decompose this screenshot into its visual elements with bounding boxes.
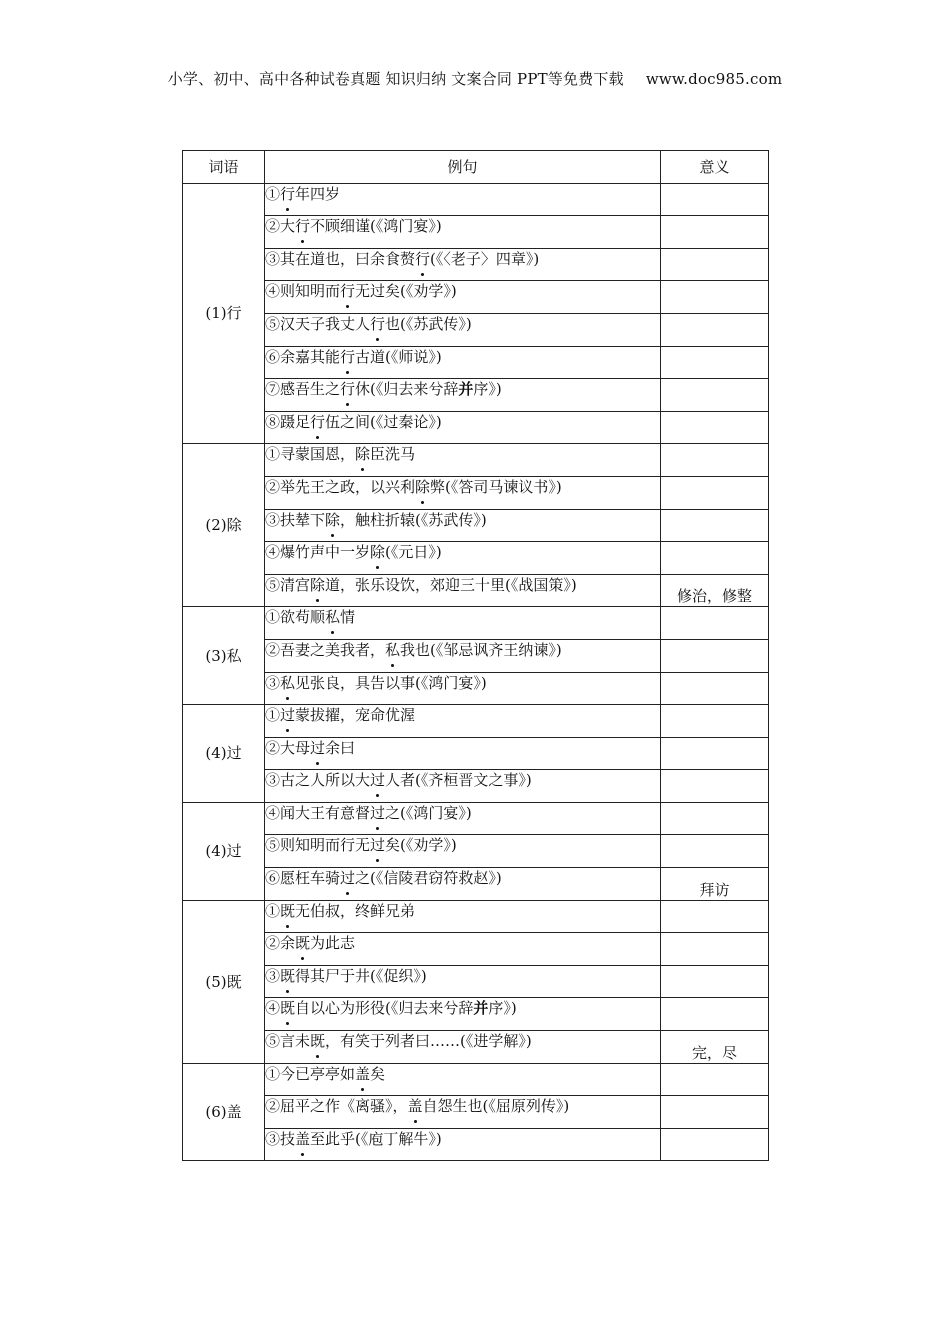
table-row <box>183 346 769 379</box>
meaning-cell[interactable] <box>661 183 769 216</box>
meaning-cell[interactable] <box>661 607 769 640</box>
table-row <box>183 933 769 966</box>
table-row <box>183 542 769 575</box>
emphasized-character: 行 <box>340 380 356 399</box>
emphasized-character: 私 <box>325 608 341 627</box>
example-sentence-cell <box>265 574 661 607</box>
sentence-prefix: ②余 <box>265 934 296 953</box>
sentence-suffix-2: 序》) <box>473 380 502 399</box>
table-row <box>183 574 769 607</box>
sentence-suffix: 情 <box>340 608 356 627</box>
meaning-cell[interactable] <box>661 1096 769 1129</box>
meaning-cell[interactable] <box>661 1128 769 1161</box>
example-sentence-cell <box>265 379 661 412</box>
header-meaning: 意义 <box>661 151 769 184</box>
emphasized-character: 既 <box>295 934 311 953</box>
sentence-suffix: 无伯叔，终鲜兄弟 <box>295 901 416 920</box>
sentence-prefix: ⑦感吾生之 <box>265 380 341 399</box>
emphasized-character: 除 <box>370 543 386 562</box>
table-row <box>183 998 769 1031</box>
example-sentence-cell <box>265 672 661 705</box>
table-row <box>183 1128 769 1161</box>
example-sentence-cell <box>265 444 661 477</box>
sentence-prefix: ⑤汉天子我丈人 <box>265 314 371 333</box>
sentence-suffix: 年四岁 <box>295 184 341 203</box>
table-row <box>183 444 769 477</box>
sentence-suffix: 为此志 <box>310 934 356 953</box>
table-row <box>183 1096 769 1129</box>
example-sentence-cell <box>265 607 661 640</box>
sentence-suffix: 矣(《劝学》) <box>385 836 457 855</box>
meaning-cell[interactable]: 完，尽 <box>661 1031 769 1064</box>
sentence-prefix: ④ <box>265 999 281 1018</box>
emphasized-character: 除 <box>325 510 341 529</box>
emphasized-character: 既 <box>280 966 296 985</box>
table-row <box>183 868 769 901</box>
example-sentence-cell <box>265 346 661 379</box>
sentence-prefix: ① <box>265 706 281 725</box>
word-cell: (1)行 <box>183 183 265 444</box>
emphasized-character: 既 <box>310 1032 326 1051</box>
sentence-suffix: 得其尸于井(《促织》) <box>295 966 427 985</box>
emphasized-character: 行 <box>280 184 296 203</box>
bing-character: 并 <box>458 380 474 399</box>
sentence-prefix: ②吾妻之美我者， <box>265 640 386 659</box>
meaning-cell[interactable] <box>661 509 769 542</box>
meaning-cell[interactable] <box>661 444 769 477</box>
example-sentence-cell <box>265 216 661 249</box>
sentence-suffix: 见张良，具告以事(《鸿门宴》) <box>295 673 487 692</box>
sentence-suffix: 不顾细谨(《鸿门宴》) <box>310 217 442 236</box>
sentence-prefix: ①欲苟顺 <box>265 608 326 627</box>
table-row <box>183 672 769 705</box>
emphasized-character: 过 <box>370 836 386 855</box>
meaning-cell[interactable] <box>661 1063 769 1096</box>
example-sentence-cell <box>265 281 661 314</box>
emphasized-character: 盖 <box>355 1064 371 1083</box>
word-cell: (5)既 <box>183 900 265 1063</box>
example-sentence-cell <box>265 868 661 901</box>
meaning-cell[interactable] <box>661 998 769 1031</box>
example-sentence-cell <box>265 248 661 281</box>
meaning-cell[interactable] <box>661 281 769 314</box>
sentence-prefix: ①寻蒙国恩， <box>265 445 356 464</box>
sentence-suffix: 矣 <box>370 1064 386 1083</box>
sentence-suffix: 伍之间(《过秦论》) <box>325 412 442 431</box>
meaning-cell[interactable] <box>661 346 769 379</box>
meaning-cell[interactable] <box>661 542 769 575</box>
table-row <box>183 835 769 868</box>
sentence-prefix: ④则知明而 <box>265 282 341 301</box>
table-row <box>183 607 769 640</box>
bing-character: 并 <box>473 999 489 1018</box>
table-body <box>183 183 769 1161</box>
meaning-cell[interactable] <box>661 802 769 835</box>
example-sentence-cell <box>265 900 661 933</box>
meaning-cell[interactable] <box>661 835 769 868</box>
example-sentence-cell <box>265 998 661 1031</box>
example-sentence-cell <box>265 802 661 835</box>
emphasized-character: 既 <box>280 999 296 1018</box>
example-sentence-cell <box>265 1031 661 1064</box>
sentence-prefix: ②大母 <box>265 738 311 757</box>
example-sentence-cell <box>265 1096 661 1129</box>
sentence-suffix-2: 序》) <box>488 999 517 1018</box>
table-row <box>183 281 769 314</box>
sentence-suffix: 至此乎(《庖丁解牛》) <box>310 1129 442 1148</box>
example-sentence-cell <box>265 639 661 672</box>
emphasized-character: 过 <box>340 869 356 888</box>
example-sentence-cell <box>265 770 661 803</box>
example-sentence-cell <box>265 476 661 509</box>
example-sentence-cell <box>265 509 661 542</box>
sentence-prefix: ⑤言未 <box>265 1032 311 1051</box>
emphasized-character: 行 <box>340 282 356 301</box>
emphasized-character: 除 <box>355 445 371 464</box>
example-sentence-cell <box>265 835 661 868</box>
emphasized-character: 盖 <box>407 1097 423 1116</box>
emphasized-character: 既 <box>280 901 296 920</box>
table-row <box>183 1063 769 1096</box>
example-sentence-cell <box>265 542 661 575</box>
sentence-suffix: 休(《归去来兮辞 <box>355 380 459 399</box>
word-cell: (3)私 <box>183 607 265 705</box>
header-word: 词语 <box>183 151 265 184</box>
meaning-cell[interactable] <box>661 705 769 738</box>
emphasized-character: 行 <box>370 314 386 333</box>
sentence-suffix: 蒙拔擢，宠命优渥 <box>295 706 416 725</box>
sentence-suffix: 自怨生也(《屈原列传》) <box>422 1097 570 1116</box>
sentence-prefix: ⑤清宫 <box>265 575 311 594</box>
sentence-prefix: ③ <box>265 966 281 985</box>
emphasized-character: 行 <box>295 217 311 236</box>
example-sentence-cell <box>265 1128 661 1161</box>
meaning-cell[interactable]: 拜访 <box>661 868 769 901</box>
sentence-suffix: 我也(《邹忌讽齐王纳谏》) <box>400 640 562 659</box>
table-row <box>183 379 769 412</box>
example-sentence-cell <box>265 1063 661 1096</box>
example-sentence-cell <box>265 313 661 346</box>
emphasized-character: 过 <box>310 738 326 757</box>
table-row <box>183 965 769 998</box>
meaning-cell[interactable] <box>661 639 769 672</box>
table-row <box>183 248 769 281</box>
sentence-suffix: ，有笑于列者曰……(《进学解》) <box>325 1032 532 1051</box>
sentence-suffix: 之(《鸿门宴》) <box>385 803 472 822</box>
sentence-suffix: 人者(《齐桓晋文之事》) <box>385 771 532 790</box>
meaning-cell[interactable] <box>661 933 769 966</box>
word-cell: (6)盖 <box>183 1063 265 1161</box>
emphasized-character: 私 <box>385 640 401 659</box>
sentence-suffix: 之(《信陵君窃符救赵》) <box>355 869 502 888</box>
table-row <box>183 313 769 346</box>
example-sentence-cell <box>265 933 661 966</box>
meaning-cell[interactable] <box>661 248 769 281</box>
word-cell: (2)除 <box>183 444 265 607</box>
meaning-cell[interactable] <box>661 216 769 249</box>
meaning-cell[interactable]: 修治，修整 <box>661 574 769 607</box>
sentence-suffix: 臣洗马 <box>370 445 416 464</box>
sentence-suffix: 余曰 <box>325 738 356 757</box>
table-row <box>183 509 769 542</box>
sentence-suffix: 也(《苏武传》) <box>385 314 472 333</box>
vocabulary-table <box>182 150 769 1161</box>
table-row <box>183 216 769 249</box>
sentence-prefix: ⑥愿枉车骑 <box>265 869 341 888</box>
example-sentence-cell <box>265 183 661 216</box>
sentence-prefix: ⑧蹑足 <box>265 412 311 431</box>
sentence-prefix: ⑥余嘉其能 <box>265 347 341 366</box>
sentence-suffix: 无过矣(《劝学》) <box>355 282 457 301</box>
meaning-cell[interactable] <box>661 900 769 933</box>
emphasized-character: 行 <box>415 249 431 268</box>
emphasized-character: 过 <box>370 771 386 790</box>
page-header <box>0 68 950 89</box>
header-example: 例句 <box>265 151 661 184</box>
table-row <box>183 411 769 444</box>
table-row <box>183 770 769 803</box>
sentence-suffix: 古道(《师说》) <box>355 347 442 366</box>
emphasized-character: 行 <box>310 412 326 431</box>
meaning-cell[interactable] <box>661 476 769 509</box>
example-sentence-cell <box>265 411 661 444</box>
table-header-row <box>183 151 769 184</box>
emphasized-character: 除 <box>415 477 431 496</box>
meaning-cell[interactable] <box>661 313 769 346</box>
meaning-cell[interactable] <box>661 672 769 705</box>
table-row <box>183 900 769 933</box>
meaning-cell[interactable] <box>661 379 769 412</box>
sentence-prefix: ②屈平之作《离骚》， <box>265 1097 408 1116</box>
emphasized-character: 过 <box>370 803 386 822</box>
sentence-prefix: ③古之人所以大 <box>265 771 371 790</box>
sentence-prefix: ③扶辇下 <box>265 510 326 529</box>
header-text: 小学、初中、高中各种试卷真题 知识归纳 文案合同 PPT等免费下载 <box>167 70 624 88</box>
sentence-prefix: ③技 <box>265 1129 296 1148</box>
table-row <box>183 802 769 835</box>
sentence-suffix: 弊(《答司马谏议书》) <box>430 477 562 496</box>
meaning-cell[interactable] <box>661 770 769 803</box>
meaning-cell[interactable] <box>661 737 769 770</box>
table-row <box>183 183 769 216</box>
sentence-suffix: (《〈老子〉四章》) <box>430 249 540 268</box>
sentence-prefix: ① <box>265 184 281 203</box>
sentence-suffix: 自以心为形役(《归去来兮辞 <box>295 999 474 1018</box>
sentence-prefix: ③其在道也，曰余食赘 <box>265 249 416 268</box>
header-url[interactable]: www.doc985.com <box>645 70 783 88</box>
emphasized-character: 私 <box>280 673 296 692</box>
table-row <box>183 1031 769 1064</box>
example-sentence-cell <box>265 965 661 998</box>
emphasized-character: 行 <box>340 347 356 366</box>
sentence-prefix: ②大 <box>265 217 296 236</box>
sentence-prefix: ①今已亭亭如 <box>265 1064 356 1083</box>
sentence-prefix: ②举先王之政，以兴利 <box>265 477 416 496</box>
meaning-cell[interactable] <box>661 411 769 444</box>
sentence-suffix: (《元日》) <box>385 543 442 562</box>
sentence-prefix: ① <box>265 901 281 920</box>
emphasized-character: 除 <box>310 575 326 594</box>
word-cell: (4)过 <box>183 802 265 900</box>
meaning-cell[interactable] <box>661 965 769 998</box>
table-row <box>183 476 769 509</box>
sentence-suffix: ，触柱折辕(《苏武传》) <box>340 510 487 529</box>
word-cell: (4)过 <box>183 705 265 803</box>
sentence-prefix: ④爆竹声中一岁 <box>265 543 371 562</box>
example-sentence-cell <box>265 705 661 738</box>
table-row <box>183 737 769 770</box>
sentence-prefix: ③ <box>265 673 281 692</box>
emphasized-character: 盖 <box>295 1129 311 1148</box>
sentence-prefix: ④闻大王有意督 <box>265 803 371 822</box>
example-sentence-cell <box>265 737 661 770</box>
emphasized-character: 过 <box>280 706 296 725</box>
sentence-suffix: 道，张乐设饮，郊迎三十里(《战国策》) <box>325 575 577 594</box>
table-row <box>183 639 769 672</box>
table-row <box>183 705 769 738</box>
sentence-prefix: ⑤则知明而行无 <box>265 836 371 855</box>
